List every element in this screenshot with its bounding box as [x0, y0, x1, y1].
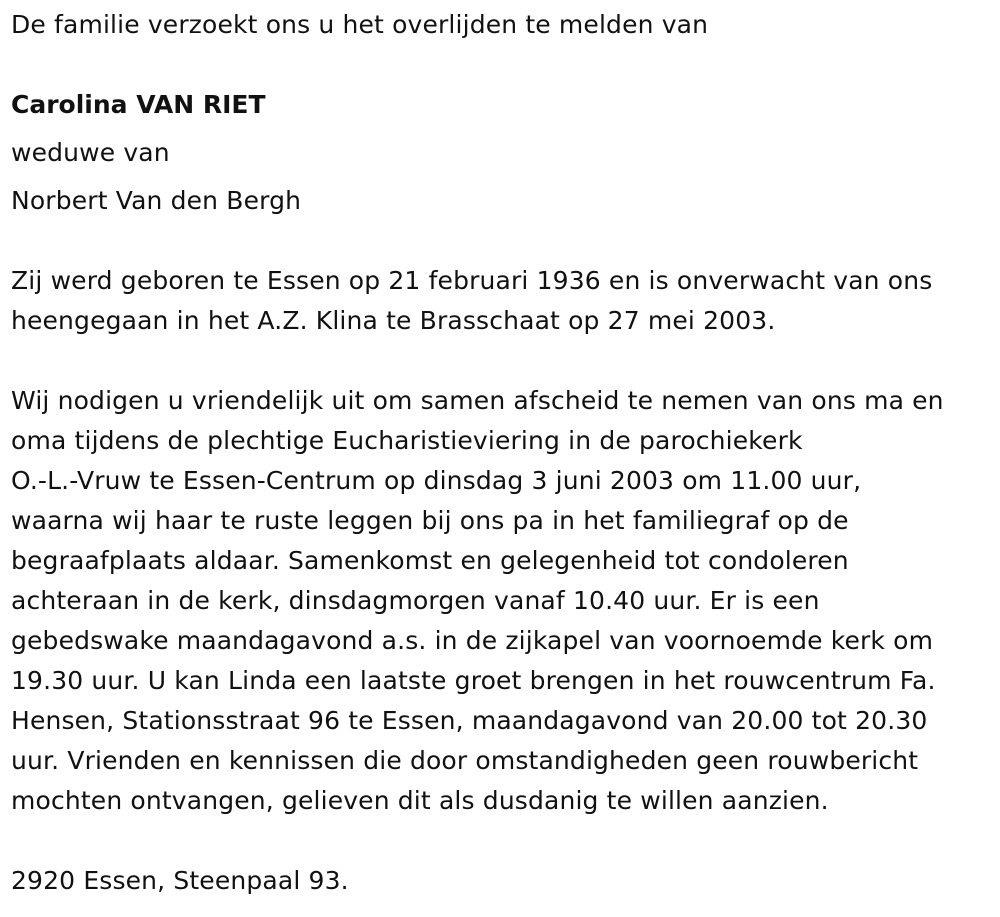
spouse-name: Norbert Van den Bergh [11, 186, 302, 215]
paragraph-line: heengegaan in het A.Z. Klina te Brasschaat op 27 mei 2003. [11, 306, 776, 335]
paragraph-line: mochten ontvangen, gelieven dit als dusdanig te willen aanzien. [11, 786, 829, 815]
paragraph-line: Zij werd geboren te Essen op 21 februari 1936 en is onverwacht van ons [11, 266, 933, 295]
paragraph-line: uur. Vrienden en kennissen die door omstandigheden geen rouwbericht [11, 746, 919, 775]
paragraph-line: O.-L.-Vruw te Essen-Centrum op dinsdag 3 juni 2003 om 11.00 uur, [11, 466, 862, 495]
paragraph-line: 19.30 uur. U kan Linda een laatste groet brengen in het rouwcentrum Fa. [11, 666, 936, 695]
paragraph-line: begraafplaats aldaar. Samenkomst en gelegenheid tot condoleren [11, 546, 849, 575]
deceased-name: Carolina VAN RIET [11, 90, 266, 119]
intro-line: De familie verzoekt ons u het overlijden te melden van [11, 10, 709, 39]
paragraph-line: oma tijdens de plechtige Eucharistieviering in de parochiekerk [11, 426, 803, 455]
paragraph-line: achteraan in de kerk, dinsdagmorgen vanaf 10.40 uur. Er is een [11, 586, 820, 615]
relation-line: weduwe van [11, 138, 170, 167]
paragraph-line: Hensen, Stationsstraat 96 te Essen, maandagavond van 20.00 tot 20.30 [11, 706, 928, 735]
paragraph-line: gebedswake maandagavond a.s. in de zijkapel van voornoemde kerk om [11, 626, 934, 655]
address-line: 2920 Essen, Steenpaal 93. [11, 866, 349, 895]
paragraph-line: waarna wij haar te ruste leggen bij ons pa in het familiegraf op de [11, 506, 849, 535]
paragraph-line: Wij nodigen u vriendelijk uit om samen afscheid te nemen van ons ma en [11, 386, 944, 415]
